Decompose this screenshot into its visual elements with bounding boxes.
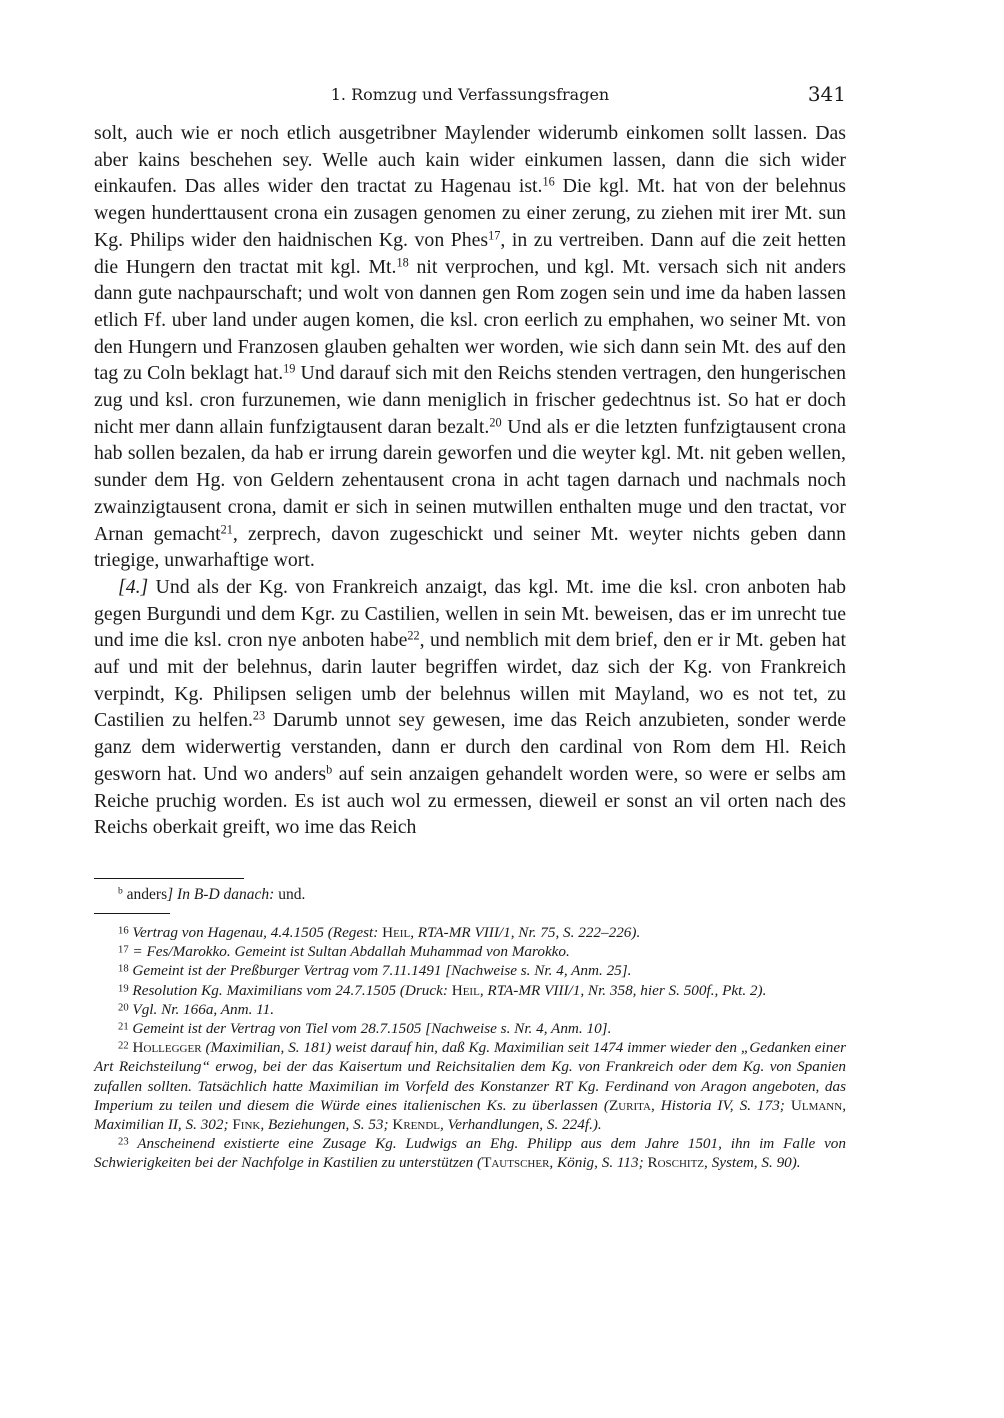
footnote-22: $^{22}$ Hollegger (Maximilian, S. 181) weist darauf hin, daß Kg. Maximilian seit 1474 immer wieder den „Gedanken einer Art Reichsteilung“ erwog, bei der das Kaisertum und Reichsitalien dem Kg. von Frankreich oder dem Kg. von Spanien zufallen sollten. Tatsächlich hatte Maximilian im Vorfeld des Konstanzer RT Kg. Ferdinand von Aragon angeboten, das Imperium zu teilen und diesem die Würde eines italienischen Ks. zu überlassen (Zurita, Historia IV, S. 173; Ulmann, Maximilian II, S. 302; Fink, Beziehungen, S. 53; Krendl, Verhandlungen, S. 224f.). [94,1039,847,1134]
page-number: 341 [807,82,846,106]
variant-notes-divider [94,878,244,879]
footnote-18: $^{18}$ Gemeint ist der Preßburger Vertrag vom 7.11.1491 [Nachweise s. Nr. 4, Anm. 25]. [118,962,632,980]
footnote-16: $^{16}$ Vertrag von Hagenau, 4.4.1505 (Regest: Heil, RTA-MR VIII/1, Nr. 75, S. 222–226). [118,924,641,941]
footnote-17: $^{17}$ = Fes/Marokko. Gemeint ist Sultan Abdallah Muhammad von Marokko. [118,943,570,961]
footnote-20: $^{20}$ Vgl. Nr. 166a, Anm. 11. [118,1000,275,1018]
footnote-23: $^{23}$ Anscheinend existierte eine Zusage Kg. Ludwigs an Ehg. Philipp aus dem Jahre 1501, ihn im Falle von Schwierigkeiten bei der Nachfolge in Kastilien zu unterstützen (Tautscher, König, S. 113; Roschitz, System, S. 90). [94,1135,846,1172]
footnote-ref-22[interactable]: 22 [407,628,420,643]
section-number: [4.] [118,575,149,598]
variant-notes [94,884,846,905]
footnote-ref-16[interactable]: 16 [542,174,555,189]
footnote-ref-18[interactable]: 18 [396,254,409,269]
footnotes-divider [94,913,170,914]
paragraph-2: [4.] Und als der Kg. von Frankreich anzaigt, das kgl. Mt. ime die ksl. cron anboten hab gegen Burgundi und dem Kgr. zu Castilien, wellen in sein Mt. beweisen, das er im unrecht tue und ime die ksl. cron nye anboten habe$^{22}$, und nemblich mit dem brief, den er ir Mt. geben hat auf und mit der belehnus, darin lauter begriffen wirdet, daz sich der Kg. von Frankreich verpindt, Kg. Philipsen seligen umb der belehnus willen mit Mayland, wo es not tet, zu Castilien zu helfen.$^{23}$ Darumb unnot sey gewesen, ime das Reich anzubieten, sonder werde ganz dem widerwertig verstanden, dann er durch den cardinal von Rom dem Hl. Reich gesworn hat. Und wo anders$^b$ auf sein anzaigen gehandelt worden were, so were er selbs am Reiche pruchig worden. Es ist auch wol zu ermessen, dieweil er sonst an vil orten nach des Reichs oberkait greift, wo ime das Reich [94,575,846,839]
footnote-ref-23[interactable]: 23 [252,708,266,723]
main-text [94,120,846,841]
footnote-19: $^{19}$ Resolution Kg. Maximilians vom 24.7.1505 (Druck: Heil, RTA-MR VIII/1, Nr. 358, hier S. 500f., Pkt. 2). [118,981,767,999]
footnote-21: $^{21}$ Gemeint ist der Vertrag von Tiel vom 28.7.1505 [Nachweise s. Nr. 4, Anm. 10]. [118,1020,612,1038]
paragraph-1: solt, auch wie er noch etlich ausgetribner Maylender widerumb einkomen sollt lassen. Das aber kains beschehen sey. Welle auch kain wider einkumen lassen, dann die sich wider einkaufen. Das alles wider den tractat zu Hagenau ist.$^{16}$ Die kgl. Mt. hat von der belehnus wegen hunderttausent crona ein zusagen genomen zu einer zerung, zu ziehen mit irer Mt. sun Kg. Philips wider den haidnischen Kg. von Phes$^{17}$, in zu vertreiben. Dann auf die zeit hetten die Hungern den tractat mit kgl. Mt.$^{18}$ nit verprochen, und kgl. Mt. versach sich nit anders dann gute nachpaurschaft; und wolt von dannen gen Rom zogen sein und ime da haben lassen etlich Ff. uber land under augen komen, die ksl. cron eerlich zu emphahen, wo seiner Mt. von den Hungern und Franzosen glauben gehalten wer worden, wie sich dann sein Mt. des auf den tag zu Coln beklagt hat.$^{19}$ Und darauf sich mit den Reichs stenden vertragen, den hungerischen zug und ksl. cron furzunemen, wie dann meniglich in frischer gedechtnus ist. So hat er doch nicht mer dann allain funfzigtausent daran bezalt.$^{20}$ Und als er die letzten funfzigtausent crona hab sollen bezalen, da hab er irrung darein geworfen und die weyter kgl. Mt. nit geben wellen, sunder dem Hg. von Geldern zehentausent crona in acht tagen darnach und nachmals noch zwainzigtausent crona, damit er sich in seinen mutwillen enthalten muge und den tractat, vor Arnan gemacht$^{21}$, zerprech, davon zugeschickt und seiner Mt. weyter nichts geben dann triegige, unwarhaftige wort. [94,122,847,572]
running-title: 1. Romzug und Verfassungsfragen [330,85,610,104]
running-head [94,82,846,108]
footnote-ref-17[interactable]: 17 [488,228,501,243]
footnote-ref-19[interactable]: 19 [283,361,296,376]
variant-ref-b[interactable]: b [326,762,333,777]
footnotes [94,923,846,1173]
footnote-ref-21[interactable]: 21 [220,521,233,536]
footnote-ref-20[interactable]: 20 [489,414,502,429]
variant-note-b: $^b$ anders] In B-D danach: und. [118,885,306,903]
